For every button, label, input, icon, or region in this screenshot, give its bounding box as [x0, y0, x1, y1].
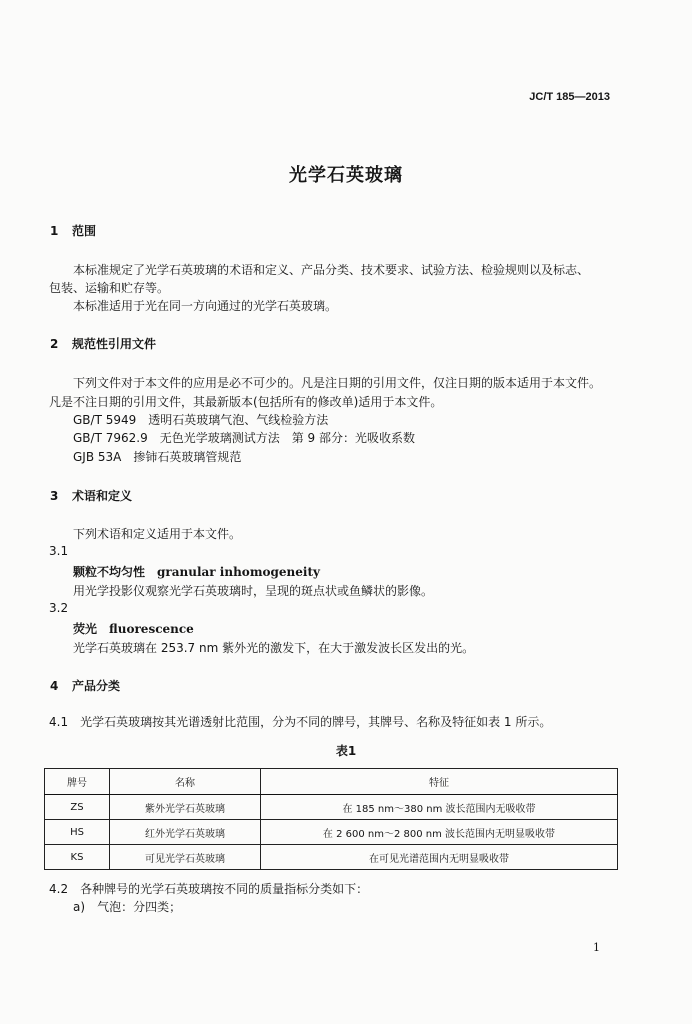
term-definition: 光学石英玻璃在 253.7 nm 紫外光的激发下，在大于激发波长区发出的光。 — [73, 641, 475, 655]
term-heading — [73, 563, 320, 580]
clause-number: 4.2 — [49, 882, 69, 896]
term-english: granular inhomogeneity — [157, 565, 320, 579]
clause-number: 3.2 — [49, 601, 69, 615]
section-number: 2 — [50, 337, 59, 351]
table-caption: 表1 — [335, 744, 357, 758]
section-number: 3 — [50, 489, 59, 503]
table-row — [45, 820, 618, 845]
reference-code: GJB 53A — [73, 450, 122, 464]
table-cell: KS — [45, 845, 110, 870]
clause-text: 光学石英玻璃按其光谱透射比范围，分为不同的牌号，其牌号、名称及特征如表 1 所示。 — [80, 715, 552, 729]
clause-number: 3.1 — [49, 544, 69, 558]
term-heading — [73, 620, 194, 637]
table-cell: 在 2 600 nm～2 800 nm 波长范围内无明显吸收带 — [261, 820, 618, 845]
reference-item — [73, 429, 415, 446]
section-1-heading — [50, 222, 96, 239]
table-row — [45, 795, 618, 820]
reference-item — [73, 448, 241, 465]
section-4-heading — [50, 677, 120, 694]
table-cell: ZS — [45, 795, 110, 820]
table-cell: 可见光学石英玻璃 — [110, 845, 261, 870]
scope-paragraph-2: 本标准适用于光在同一方向通过的光学石英玻璃。 — [73, 299, 338, 313]
column-header: 名称 — [110, 769, 261, 795]
term-chinese: 颗粒不均匀性 — [73, 565, 146, 579]
scope-paragraph-1-line-2: 包装、运输和贮存等。 — [49, 281, 170, 295]
section-number: 1 — [50, 224, 59, 238]
section-title: 规范性引用文件 — [72, 337, 157, 351]
section-title: 产品分类 — [72, 679, 121, 693]
document-title: 光学石英玻璃 — [289, 165, 403, 186]
references-intro-line-2: 凡是不注日期的引用文件，其最新版本(包括所有的修改单)适用于本文件。 — [49, 395, 443, 409]
table-cell: 红外光学石英玻璃 — [110, 820, 261, 845]
term-chinese: 荧光 — [73, 622, 98, 636]
table-cell: 紫外光学石英玻璃 — [110, 795, 261, 820]
clause-4-2 — [49, 880, 368, 897]
term-english: fluorescence — [109, 622, 194, 636]
list-item-a — [73, 898, 181, 915]
table-cell: 在 185 nm～380 nm 波长范围内无吸收带 — [261, 795, 618, 820]
page-number: 1 — [593, 941, 600, 954]
term-definition: 用光学投影仪观察光学石英玻璃时，呈现的斑点状或鱼鳞状的影像。 — [73, 584, 434, 598]
clause-4-1 — [49, 713, 551, 730]
grade-table — [44, 768, 618, 870]
reference-name: 透明石英玻璃气泡、气线检验方法 — [148, 413, 329, 427]
section-number: 4 — [50, 679, 59, 693]
section-2-heading — [50, 335, 156, 352]
list-item-text: 气泡：分四类； — [97, 900, 182, 914]
section-3-heading — [50, 487, 132, 504]
table-cell: HS — [45, 820, 110, 845]
reference-item — [73, 411, 328, 428]
reference-name: 无色光学玻璃测试方法 第 9 部分：光吸收系数 — [159, 431, 415, 445]
scope-paragraph-1-line-1: 本标准规定了光学石英玻璃的术语和定义、产品分类、技术要求、试验方法、检验规则以及标志、 — [73, 263, 590, 277]
clause-text: 各种牌号的光学石英玻璃按不同的质量指标分类如下： — [80, 882, 369, 896]
table-header-row — [45, 769, 618, 795]
clause-number: 4.1 — [49, 715, 69, 729]
standard-code: JC/T 185—2013 — [529, 91, 610, 103]
reference-code: GB/T 5949 — [73, 413, 137, 427]
reference-code: GB/T 7962.9 — [73, 431, 148, 445]
terms-intro: 下列术语和定义适用于本文件。 — [73, 527, 242, 541]
section-title: 范围 — [72, 224, 97, 238]
section-title: 术语和定义 — [72, 489, 133, 503]
table-row — [45, 845, 618, 870]
column-header: 特征 — [261, 769, 618, 795]
reference-name: 掺铈石英玻璃管规范 — [133, 450, 242, 464]
column-header: 牌号 — [45, 769, 110, 795]
table-cell: 在可见光谱范围内无明显吸收带 — [261, 845, 618, 870]
list-item-label: a) — [73, 900, 86, 914]
references-intro-line-1: 下列文件对于本文件的应用是必不可少的。凡是注日期的引用文件，仅注日期的版本适用于本文件。 — [73, 376, 602, 390]
